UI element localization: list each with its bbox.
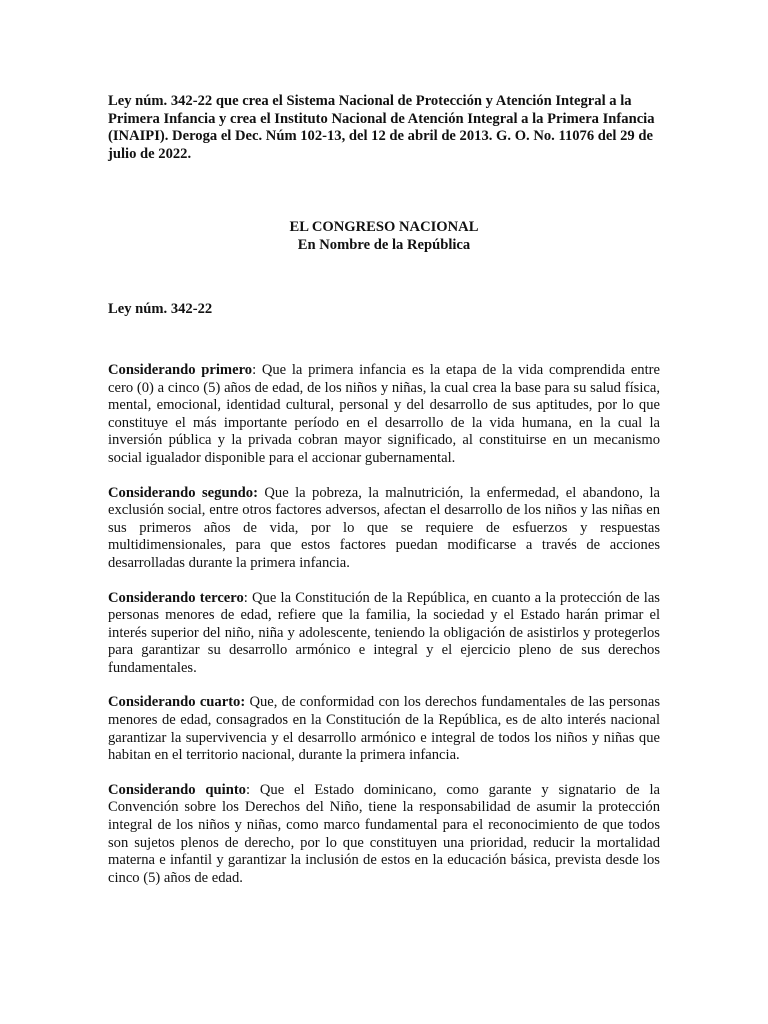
considerando-paragraph <box>108 485 660 573</box>
considerando-text: Que, de conformidad con los derechos fundamentales de las personas menores de edad, consagrados en la Constitución de la República, es de alto interés nacional garantizar la supervivencia y el desarrollo armónico e integral de todos los niños y niñas que habitan en el territorio nacional, durante la primera infancia. <box>108 694 660 764</box>
considerando-lead: Considerando primero <box>108 361 253 378</box>
considerando-text: : Que la Constitución de la República, en cuanto a la protección de las personas menores de edad, refiere que la familia, la sociedad y el Estado harán primar el interés superior del niño, niña y adolescente, teniendo la obligación de asistirlos y protegerlos para garantizar su desarrollo armónico e integral y el ejercicio pleno de sus derechos fundamentales. <box>108 589 660 676</box>
considerando-text: Que la pobreza, la malnutrición, la enfermedad, el abandono, la exclusión social, entre otros factores adversos, afectan el desarrollo de los niños y las niñas en sus primeros años de vida, por lo que se requiere de esfuerzos y respuestas multidimensionales, para que estos factores puedan modificarse a través de acciones desarrolladas durante la primera infancia. <box>108 484 660 571</box>
considerando-lead: Considerando quinto <box>108 781 246 798</box>
heading-republic: En Nombre de la República <box>297 237 471 254</box>
considerando-lead: Considerando tercero <box>108 589 244 606</box>
considerando-text: : Que la primera infancia es la etapa de la vida comprendida entre cero (0) a cinco (5) años de edad, de los niños y niñas, la cual crea la base para su salud física, mental, emocional, identidad cultural, personal y del desarrollo de sus aptitudes, por lo que constituye el más importante período en el desarrollo de la vida humana, en la cual la inversión pública y la privada cobran mayor significado, al constituirse en un mecanismo social igualador disponible para el accionar gubernamental. <box>108 361 660 466</box>
considerandos-section <box>108 362 660 887</box>
considerando-paragraph <box>108 362 660 468</box>
considerando-text: : Que el Estado dominicano, como garante y signatario de la Convención sobre los Derechos del Niño, tiene la responsabilidad de asumir la protección integral de los niños y niñas, como marco fundamental para el reconocimiento de que todos son sujetos plenos de derecho, por lo que constituyen una prioridad, reducir la mortalidad materna e infantil y garantizar la inclusión de estos en la educación básica, prevista desde los cinco (5) años de edad. <box>108 781 660 886</box>
considerando-lead: Considerando segundo: <box>108 484 258 501</box>
considerando-paragraph <box>108 694 660 764</box>
heading-congress: EL CONGRESO NACIONAL <box>289 219 479 236</box>
considerando-paragraph <box>108 782 660 888</box>
law-title: Ley núm. 342-22 que crea el Sistema Nacional de Protección y Atención Integral a la Primera Infancia y crea el Instituto Nacional de Atención Integral a la Primera Infancia (INAIPI). Deroga el Dec. Núm 102-13, del 12 de abril de 2013. G. O. No. 11076 del 29 de julio de 2022. <box>108 93 655 162</box>
considerando-paragraph <box>108 590 660 678</box>
law-reference: Ley núm. 342-22 <box>108 301 213 318</box>
congress-heading <box>108 218 660 254</box>
considerando-lead: Considerando cuarto: <box>108 694 246 711</box>
